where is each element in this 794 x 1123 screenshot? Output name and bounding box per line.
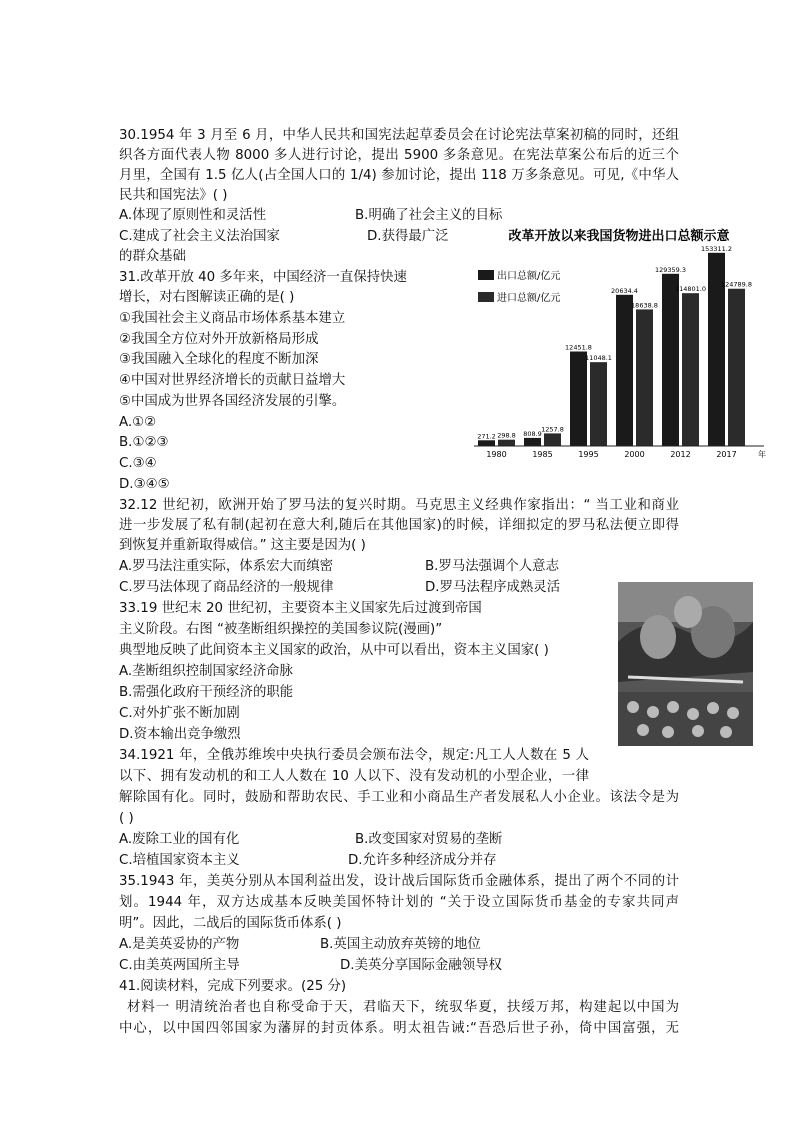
bar-label-1985-0: 808.9 (523, 429, 542, 438)
legend-swatch-1 (478, 292, 494, 302)
q31-line-2: 增长，对右图解读正确的是( ) (119, 290, 295, 305)
q34-line-4: ( ) (119, 811, 134, 826)
chart-legend (478, 269, 560, 304)
legend-label-1: 进口总额/亿元 (497, 293, 561, 304)
q33-option-b: B.需强化政府干预经济的职能 (119, 685, 294, 700)
q31-option-b: B.①②③ (119, 435, 169, 450)
q30-line-4: 民共和国宪法》( ) (119, 188, 228, 203)
bar-label-2012-1: 114801.0 (674, 285, 707, 294)
q35-line-2: 划。1944 年，双方达成基本反映美国怀特计划的 “关于设立国际货币基金的专家共同声 (119, 895, 679, 910)
q34-option-d: D.允许多种经济成分并存 (348, 853, 497, 868)
bar-1980-0 (478, 440, 495, 446)
bar-2000-1 (636, 309, 653, 446)
bar-label-2000-0: 20634.4 (611, 286, 638, 295)
x-tick-2012: 2012 (670, 450, 691, 459)
bar-label-2017-1: 124789.8 (720, 280, 753, 289)
q32-option-b: B.罗马法强调个人意志 (425, 559, 559, 574)
bar-1995-0 (570, 352, 587, 447)
bar-1995-1 (590, 362, 607, 446)
q34-option-b: B.改变国家对贸易的垄断 (355, 832, 503, 847)
q41-material-line-1: 材料一 明清统治者也自称受命于天，君临天下，统驭华夏，扶绥万邦，构建起以中国为 (127, 1000, 679, 1015)
q30-option-c: C.建成了社会主义法治国家 (119, 229, 280, 244)
senate-cartoon-image (618, 582, 753, 746)
q41-heading: 41.阅读材料，完成下列要求。(25 分) (119, 979, 347, 994)
bar-label-1980-1: 298.8 (497, 431, 516, 440)
bar-2000-0 (616, 295, 633, 446)
q31-item-5: ⑤中国成为世界各国经济发展的引擎。 (119, 394, 346, 409)
q35-line-3: 明”。因此，二战后的国际货币体系( ) (119, 916, 342, 931)
x-tick-1985: 1985 (532, 450, 553, 459)
q32-option-c: C.罗马法体现了商品经济的一般规律 (119, 580, 334, 595)
q30-option-d-cont: 的群众基础 (119, 249, 186, 264)
trade-bar-chart (464, 220, 774, 460)
bar-label-1995-0: 12451.8 (565, 343, 592, 352)
bar-2012-1 (682, 293, 699, 446)
bar-2012-0 (662, 274, 679, 446)
q33-line-2: 主义阶段。右图 “被垄断组织操控的美国参议院(漫画)” (119, 622, 443, 637)
q31-item-4: ④中国对世界经济增长的贡献日益增大 (119, 373, 346, 388)
q30-option-a: A.体现了原则性和灵活性 (119, 208, 267, 223)
q35-option-b: B.英国主动放弃英镑的地位 (320, 937, 481, 952)
q30-line-1: 30.1954 年 3 月至 6 月，中华人民共和国宪法起草委员会在讨论宪法草案初稿的同时，还组 (119, 128, 679, 143)
bar-label-1995-1: 11048.1 (585, 354, 612, 363)
bar-label-2012-0: 129359.3 (654, 265, 687, 274)
bar-2017-1 (728, 289, 745, 446)
q31-option-a: A.①② (119, 415, 157, 430)
bar-1985-0 (524, 438, 541, 446)
legend-label-0: 出口总额/亿元 (497, 271, 561, 282)
bar-label-1985-1: 1257.8 (541, 425, 564, 434)
x-axis-ticks (486, 449, 766, 459)
x-axis-suffix: 年 (758, 450, 766, 459)
q34-line-1: 34.1921 年，全俄苏维埃中央执行委员会颁布法令，规定:凡工人人数在 5 人 (119, 748, 589, 763)
bar-label-1980-0: 271.2 (477, 432, 496, 441)
chart-title: 改革开放以来我国货物进出口总额示意 (508, 229, 730, 244)
q32-option-a: A.罗马法注重实际，体系宏大而缜密 (119, 559, 334, 574)
x-tick-2017: 2017 (716, 450, 737, 459)
q30-option-d: D.获得最广泛 (367, 229, 449, 244)
q32-option-d: D.罗马法程序成熟灵活 (425, 580, 561, 595)
q31-option-d: D.③④⑤ (119, 477, 170, 492)
q35-option-a: A.是美英妥协的产物 (119, 937, 240, 952)
bar-label-2017-0: 153311.2 (700, 244, 733, 253)
q33-line-1: 33.19 世纪末 20 世纪初，主要资本主义国家先后过渡到帝国 (119, 601, 482, 616)
q32-line-1: 32.12 世纪初，欧洲开始了罗马法的复兴时期。马克思主义经典作家指出：“ 当工业和商业 (119, 498, 679, 513)
q31-item-1: ①我国社会主义商品市场体系基本建立 (119, 311, 346, 326)
legend-swatch-0 (478, 270, 494, 280)
q32-line-2: 进一步发展了私有制(起初在意大利,随后在其他国家)的时候，详细拟定的罗马私法便立即得 (119, 518, 679, 533)
q34-option-a: A.废除工业的国有化 (119, 832, 240, 847)
q30-option-b: B.明确了社会主义的目标 (355, 208, 503, 223)
q35-option-d: D.美英分享国际金融领导权 (340, 958, 502, 973)
q31-line-1: 31.改革开放 40 多年来，中国经济一直保持快速 (119, 270, 407, 285)
x-tick-2000: 2000 (624, 450, 645, 459)
q35-option-c: C.由美英两国所主导 (119, 958, 240, 973)
x-tick-1995: 1995 (578, 450, 599, 459)
q33-option-c: C.对外扩张不断加剧 (119, 706, 240, 721)
q30-line-2: 织各方面代表人物 8000 多人进行讨论，提出 5900 多条意见。在宪法草案公布后的近三个 (119, 148, 679, 163)
q31-option-c: C.③④ (119, 456, 157, 471)
q35-line-1: 35.1943 年，美英分别从本国利益出发，设计战后国际货币金融体系，提出了两个不同的计 (119, 874, 679, 889)
q31-item-3: ③我国融入全球化的程度不断加深 (119, 352, 319, 367)
bar-label-2000-1: 18638.8 (631, 301, 658, 310)
bar-1985-1 (544, 433, 561, 446)
q32-line-3: 到恢复并重新取得威信。” 这主要是因为( ) (119, 538, 366, 553)
q33-option-a: A.垄断组织控制国家经济命脉 (119, 664, 293, 679)
q33-option-d: D.资本输出竞争缴烈 (119, 727, 241, 742)
q31-item-2: ②我国全方位对外开放新格局形成 (119, 332, 319, 347)
q30-line-3: 月里，全国有 1.5 亿人(占全国人口的 1/4) 参加讨论，提出 118 万多条意见。可见,《中华人 (119, 168, 679, 183)
q34-option-c: C.培植国家资本主义 (119, 853, 240, 868)
q34-line-3: 解除国有化。同时，鼓励和帮助农民、手工业和小商品生产者发展私人小企业。该法令是为 (119, 790, 679, 805)
q33-line-3: 典型地反映了此间资本主义国家的政治，从中可以看出，资本主义国家( ) (119, 643, 549, 658)
bar-1980-1 (498, 440, 515, 446)
q41-material-line-2: 中心，以中国四邻国家为藩屏的封贡体系。明太祖告诫:“吾恐后世子孙，倚中国富强，无 (119, 1021, 679, 1036)
q34-line-2: 以下、拥有发动机的和工人人数在 10 人以下、没有发动机的小型企业，一律 (119, 769, 589, 784)
x-tick-1980: 1980 (486, 450, 507, 459)
